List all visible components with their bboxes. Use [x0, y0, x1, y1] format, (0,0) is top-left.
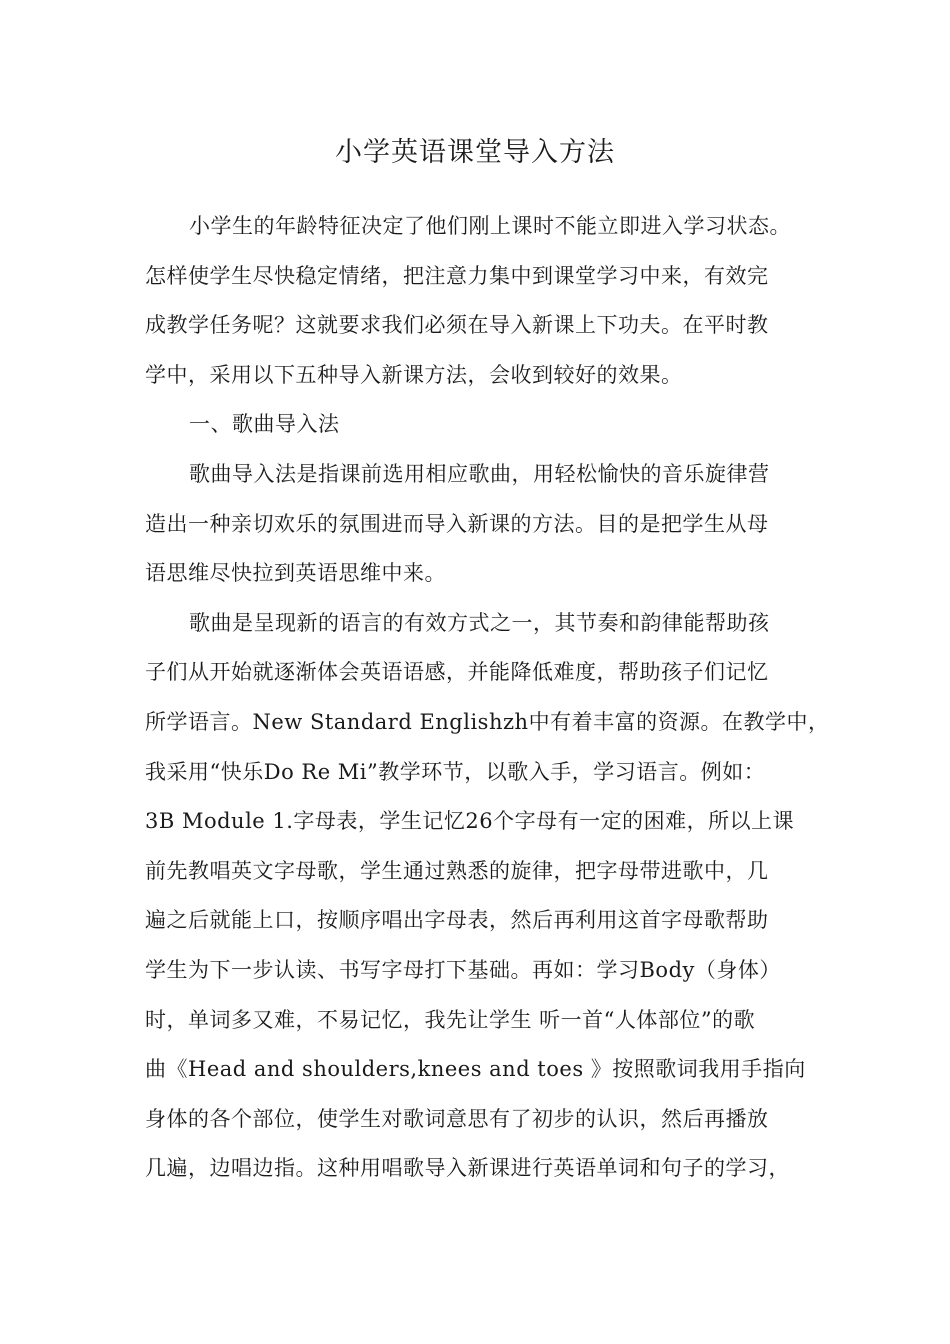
paragraph-line: 时，单词多又难，不易记忆，我先让学生 听一首“人体部位”的歌	[145, 1007, 756, 1032]
paragraph-line: 曲《Head and shoulders,knees and toes 》按照歌词我用手指向	[145, 1057, 806, 1082]
paragraph-line: 前先教唱英文字母歌，学生通过熟悉的旋律，把字母带进歌中，几	[145, 858, 769, 883]
paragraph-line: 所学语言。New Standard Englishzh中有着丰富的资源。在教学中，	[145, 709, 830, 734]
paragraph-line: 成教学任务呢？这就要求我们必须在导入新课上下功夫。在平时教	[145, 313, 769, 338]
paragraph-line: 歌曲导入法是指课前选用相应歌曲，用轻松愉快的音乐旋律营	[189, 461, 770, 486]
paragraph-line: 造出一种亲切欢乐的氛围进而导入新课的方法。目的是把学生从母	[145, 511, 769, 536]
paragraph-line: 怎样使学生尽快稳定情绪，把注意力集中到课堂学习中来，有效完	[145, 263, 769, 288]
paragraph-line: 语思维尽快拉到英语思维中来。	[145, 561, 446, 586]
paragraph-line: 学中，采用以下五种导入新课方法，会收到较好的效果。	[145, 362, 683, 387]
paragraph-line: 小学生的年龄特征决定了他们刚上课时不能立即进入学习状态。	[189, 214, 791, 238]
section-heading: 一、歌曲导入法	[189, 412, 340, 437]
document-body	[145, 202, 830, 1194]
paragraph-line: 学生为下一步认读、书写字母打下基础。再如：学习Body（身体）	[145, 957, 781, 982]
paragraph-line: 几遍，边唱边指。这种用唱歌导入新课进行英语单词和句子的学习，	[145, 1156, 790, 1181]
paragraph-line: 我采用“快乐Do Re Mi”教学环节，以歌入手，学习语言。例如：	[145, 759, 766, 784]
paragraph-line: 身体的各个部位，使学生对歌词意思有了初步的认识，然后再播放	[145, 1106, 769, 1131]
paragraph-line: 遍之后就能上口，按顺序唱出字母表，然后再利用这首字母歌帮助	[145, 908, 769, 933]
paragraph-line: 歌曲是呈现新的语言的有效方式之一，其节奏和韵律能帮助孩	[189, 610, 770, 635]
paragraph-line: 子们从开始就逐渐体会英语语感，并能降低难度，帮助孩子们记忆	[145, 660, 769, 685]
paragraph-line: 3B Module 1.字母表，学生记忆26个字母有一定的困难，所以上课	[145, 809, 795, 834]
document-title: 小学英语课堂导入方法	[335, 137, 615, 168]
